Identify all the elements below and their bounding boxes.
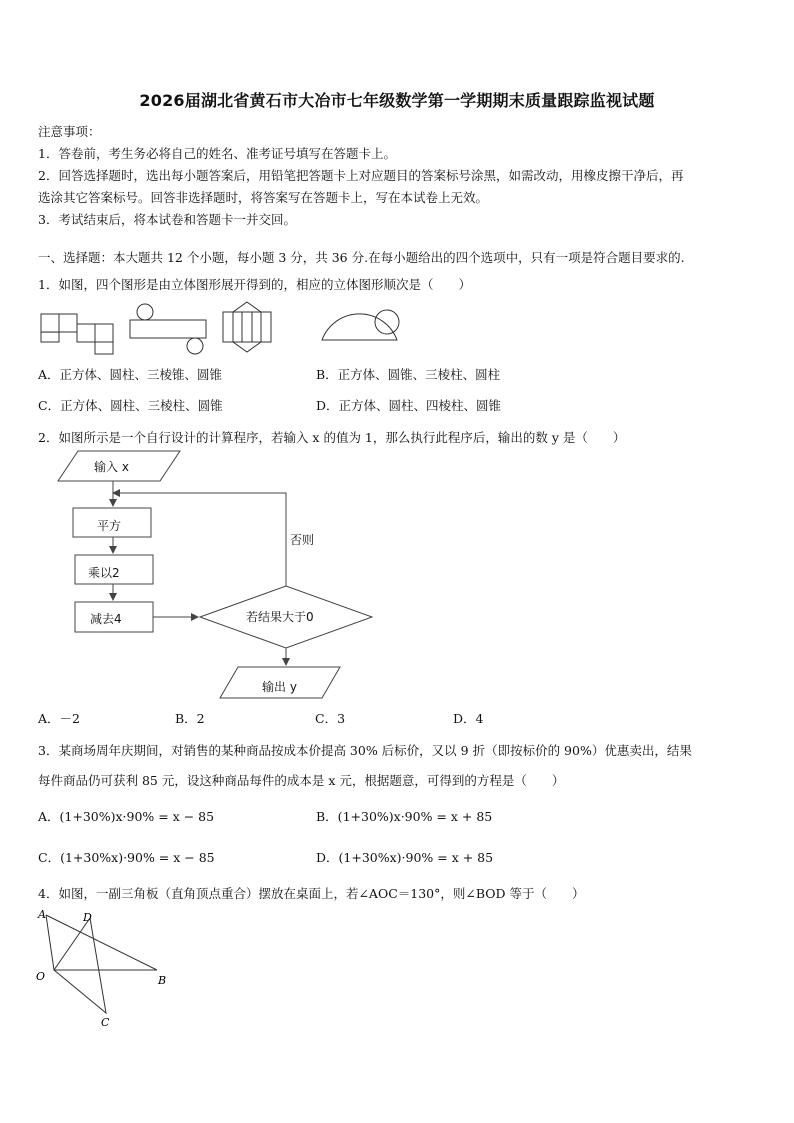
flow-output-label: 输出 y xyxy=(262,680,297,694)
flow-input-label: 输入 x xyxy=(94,460,129,474)
label-O: O xyxy=(36,970,46,983)
label-C: C xyxy=(101,1016,110,1029)
flow-else-label: 否则 xyxy=(290,533,315,547)
q1-option-b[interactable]: B．正方体、圆锥、三棱柱、圆柱 xyxy=(316,367,501,382)
q1-option-c[interactable]: C．正方体、圆柱、三棱柱、圆锥 xyxy=(38,398,223,413)
q3-option-b[interactable]: B．(1+30%)x·90% = x + 85 xyxy=(316,809,493,824)
q3-stem-line2: 每件商品仍可获利 85 元，设这种商品每件的成本是 x 元，根据题意，可得到的方程是（ ） xyxy=(38,773,565,788)
cylinder-net xyxy=(130,304,206,354)
page-title: 2026届湖北省黄石市大冶市七年级数学第一学期期末质量跟踪监视试题 xyxy=(139,91,655,110)
q1-stem: 1．如图，四个图形是由立体图形展开得到的，相应的立体图形顺次是（ ） xyxy=(38,277,471,292)
q1-nets-figure xyxy=(35,300,415,360)
notice-heading: 注意事项： xyxy=(38,124,101,139)
label-D: D xyxy=(83,911,92,924)
q1-option-d[interactable]: D．正方体、圆柱、四棱柱、圆锥 xyxy=(316,398,502,413)
notice-item-3: 3．考试结束后，将本试卷和答题卡一并交回。 xyxy=(38,212,296,227)
q3-stem-line1: 3．某商场周年庆期间，对销售的某种商品按成本价提高 30% 后标价，又以 9 折（即按标价的 90%）优惠卖出，结果 xyxy=(38,743,692,758)
flow-condition-label: 若结果大于0 xyxy=(246,610,314,624)
q2-option-b[interactable]: B．2 xyxy=(175,711,205,726)
label-B: B xyxy=(158,974,167,987)
prism-net xyxy=(223,302,271,352)
cone-net xyxy=(322,310,399,340)
q1-option-a[interactable]: A．正方体、圆柱、三棱锥、圆锥 xyxy=(38,367,223,382)
q3-option-c[interactable]: C．(1+30%x)·90% = x − 85 xyxy=(38,850,215,865)
q3-option-a[interactable]: A．(1+30%)x·90% = x − 85 xyxy=(38,809,215,824)
q4-stem: 4．如图，一副三角板（直角顶点重合）摆放在桌面上，若∠AOC＝130°，则∠BOD 等于（ ） xyxy=(38,886,585,901)
flow-subtract-label: 减去4 xyxy=(90,612,122,626)
q2-option-d[interactable]: D．4 xyxy=(453,711,484,726)
q3-option-d[interactable]: D．(1+30%x)·90% = x + 85 xyxy=(316,850,494,865)
notice-item-2: 2．回答选择题时，选出每小题答案后，用铅笔把答题卡上对应题目的答案标号涂黑，如需改动，用橡皮擦干净后，再 xyxy=(38,168,684,183)
notice-item-1: 1．答卷前，考生务必将自己的姓名、准考证号填写在答题卡上。 xyxy=(38,146,396,161)
q2-option-c[interactable]: C．3 xyxy=(315,711,346,726)
q2-option-a[interactable]: A．－2 xyxy=(38,711,80,726)
cube-net xyxy=(41,314,113,354)
q2-stem: 2．如图所示是一个自行设计的计算程序，若输入 x 的值为 1，那么执行此程序后，输出的数 y 是（ ） xyxy=(38,430,626,445)
label-A: A xyxy=(38,908,46,921)
q4-triangles-figure xyxy=(32,905,182,1030)
flow-multiply-label: 乘以2 xyxy=(88,566,120,580)
notice-item-2-cont: 选涂其它答案标号。回答非选择题时，将答案写在答题卡上，写在本试卷上无效。 xyxy=(38,190,489,205)
flow-square-label: 平方 xyxy=(97,519,122,533)
section-heading: 一、选择题：本大题共 12 个小题，每小题 3 分，共 36 分.在每小题给出的四个选项中，只有一项是符合题目要求的. xyxy=(38,250,685,265)
